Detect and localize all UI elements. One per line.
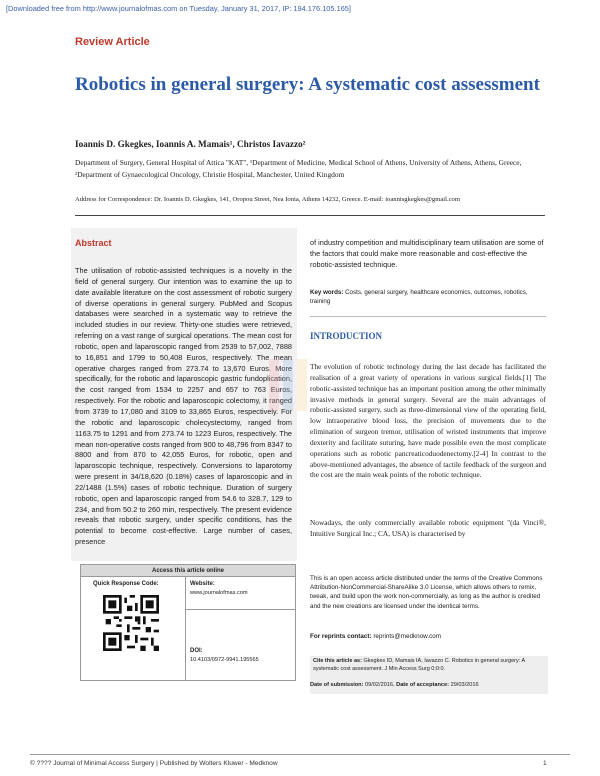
submission-date: 09/02/2016,: [365, 682, 395, 688]
website-link[interactable]: www.journalofmas.com: [190, 590, 248, 596]
affiliations: Department of Surgery, General Hospital of Attica "KAT", ¹Department of Medicine, Medical School of Athens, University of Athens, Athens, Greece, ²Department of Gynaecological Oncology, Christie Hospital, Manchester, United Kingdom: [75, 158, 522, 179]
footer-journal-line: © ???? Journal of Minimal Access Surgery | Published by Wolters Kluwer - Medknow: [30, 760, 278, 767]
abstract-continuation: of industry competition and multidisciplinary team utilisation are some of the factors that could make more reasonable and cost-effective the robotic-assisted technique.: [310, 238, 544, 269]
doi-link[interactable]: 10.4103/0972-9941.195565: [190, 657, 259, 663]
correspondence-label: Address for Correspondence:: [75, 196, 153, 203]
article-title: Robotics in general surgery: A systematic cost assessment: [75, 74, 540, 95]
footer-divider: [30, 754, 570, 755]
correspondence-text: Dr. Ioannis D. Gkegkes, 141, Oropou Street, Nea Ionia, Athens 14232, Greece. E-mail: ioannisgkegkes@gmail.com: [153, 196, 460, 203]
acceptance-label: Date of acceptance:: [396, 682, 450, 688]
keywords-label: Key words:: [310, 289, 344, 296]
acceptance-date: 29/03/2016: [450, 682, 479, 688]
access-box-grid: [81, 577, 295, 680]
open-access-notice: This is an open access article distributed under the terms of the Creative Commons Attribution-NonCommercial-ShareAlike 3.0 License, which allows others to remix, tweak, and build upon the work non-commercially, as long as the author is credited and the new creations are licensed under the identical terms.: [310, 575, 543, 610]
abstract-text: The utilisation of robotic-assisted techniques is a novelty in the field of general surgery. Our intention was to examine the up to date available literature on the cost assessment of robotic surgery of diverse operations in general surgery. PubMed and Scopus databases were searched in a systematic way to retrieve the included studies in our review. Thirty-one studies were retrieved, referring on a vast range of surgical operations. The mean cost for robotic, open and laparoscopic ranged from 2539 to 57,002, 7888 to 16,851 and 1799 to 50,408 Euros, respectively. The mean operative charges ranged from 273.74 to 13,670 Euros. More specifically, for the robotic and laparoscopic gastric fundoplication, the cost ranged from 1534 to 2257 and 657 to 763 Euros, respectively. For the robotic and laparoscopic colectomy, it ranged from 3739 to 17,080 and 3109 to 33,865 Euros, respectively. For the robotic and laparoscopic cholecystectomy, ranged from 1163.75 to 1291 and from 273.74 to 1223 Euros, respectively. The mean non-operative costs ranged from 900 to 48,796 from 8347 to 8800 and from 870 to 42,055 Euros, for robotic, open and laparoscopic technique, respectively. Conversions to laparotomy were present in 34/18,620 (0.18%) cases of laparoscopic and in 22/1488 (1.5%) cases of robotic technique. Duration of surgery robotic, open and laparoscopic ranged from 54.6 to 328.7, 129 to 234, and from 50.2 to 260 min, respectively. The present evidence reveals that robotic surgery, under specific conditions, has the potential to become cost-effective. Large number of cases, presence: [75, 266, 292, 547]
access-article-box: [80, 564, 296, 681]
keywords-divider: [310, 316, 546, 317]
keywords-text: Costs, general surgery, healthcare economics, outcomes, robotics, training: [310, 289, 528, 305]
author-list: Ioannis D. Gkegkes, Ioannis A. Mamais¹, Christos Iavazzo²: [75, 139, 306, 149]
doi-divider: [186, 609, 295, 610]
watermark-bar: [283, 359, 293, 411]
submission-label: Date of submission:: [310, 682, 364, 688]
citation-text: Gkegkes ID, Mamais IA, Iavazzo C. Robotics in general surgery: A systematic cost assessment. J Min Access Surg 0;0:0.: [313, 658, 525, 672]
journal-watermark-logo: [255, 355, 325, 415]
watermark-bar: [269, 359, 279, 411]
watermark-bar: [297, 359, 307, 411]
introduction-paragraph: Nowadays, the only commercially available robotic equipment "(da Vinci®, Intuitive Surgical Inc.; CA, USA) is characterised by: [310, 518, 546, 538]
introduction-paragraph: The evolution of robotic technology during the last decade has facilitated the realisation of a great variety of operations in various surgical fields.[1] The robotic-assisted technique has an important position among the other minimally invasive methods in general surgery. Several are the main advantages of robotic-assisted surgery, such as three-dimensional view of the operating field, low intraoperative blood loss, the precision of movements due to the elimination of surgeon tremor, utilisation of wristed instruments that improve dexterity and facilitate suturing, have made possible even the most complicate operations such as robotic pancreaticoduodenectomy.[2-4] In contrast to the above-mentioned advantages, the absence of tactile feedback of the surgeon and the cost are the main weak points of the robotic technique.: [310, 362, 546, 480]
download-note[interactable]: [Downloaded free from http://www.journalofmas.com on Tuesday, January 31, 2017, IP: 194.176.105.165]: [6, 4, 351, 13]
citation-box: [310, 656, 548, 694]
article-dates: [310, 682, 479, 688]
access-box-heading: Access this article online: [81, 565, 295, 577]
keywords: [310, 289, 546, 306]
qr-code-label: Quick Response Code:: [93, 581, 159, 587]
reprints-email-link[interactable]: reprints@medknow.com: [373, 633, 441, 640]
header-divider: [75, 215, 545, 216]
citation-label: Cite this article as:: [313, 658, 362, 664]
qr-code[interactable]: [103, 595, 159, 651]
correspondence-address: [75, 196, 555, 203]
introduction-heading: INTRODUCTION: [310, 331, 383, 341]
reprints-contact: [310, 633, 441, 640]
website-label: Website:: [190, 581, 215, 587]
doi-label: DOI:: [190, 648, 203, 654]
abstract-heading: Abstract: [75, 238, 112, 248]
reprints-label: For reprints contact:: [310, 633, 372, 640]
page-number: 1: [543, 760, 547, 767]
article-type-label: Review Article: [75, 36, 150, 48]
